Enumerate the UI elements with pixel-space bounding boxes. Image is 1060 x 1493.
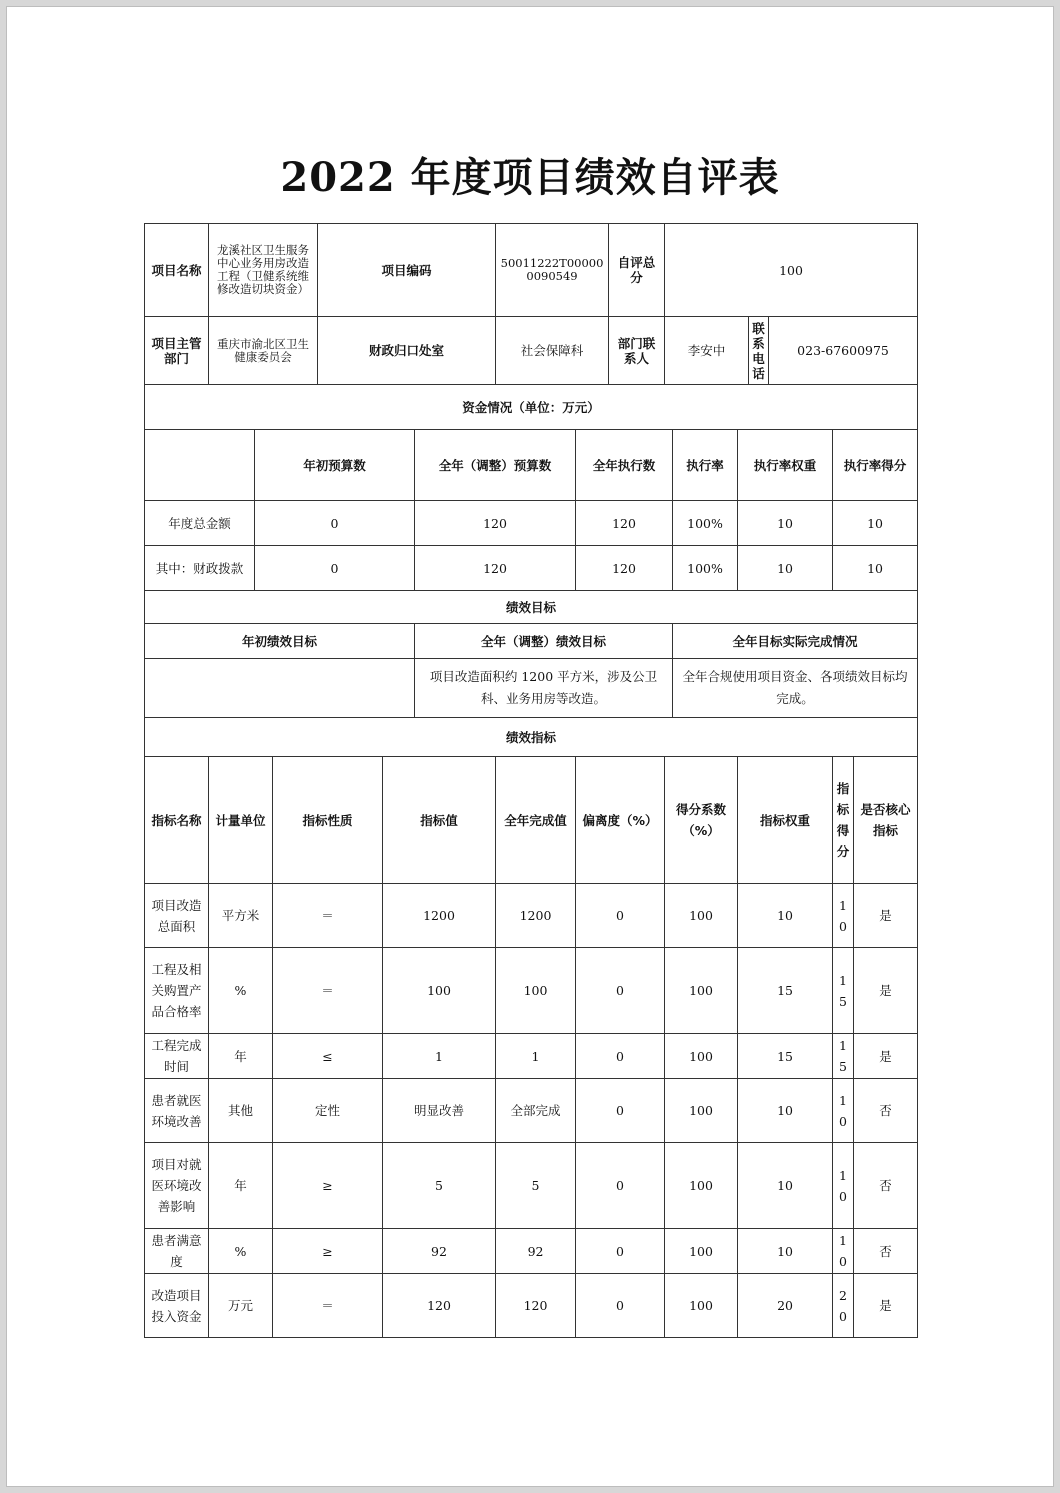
goals-col-initial: 年初绩效目标 [145,624,415,659]
ind-unit-cell: 年 [209,1034,273,1079]
project-code-label: 项目编码 [318,224,496,317]
ind-core-cell: 是 [854,1034,918,1079]
header-row-project [145,224,918,317]
funds-header-row [145,430,918,501]
indicator-row [145,1079,918,1143]
ind-score-cell: 10 [833,1079,854,1143]
ind-coefficient-cell: 100 [665,1143,738,1229]
funds-cell: 10 [738,501,833,546]
ind-col-unit: 计量单位 [209,757,273,884]
ind-unit-cell: % [209,948,273,1034]
ind-nature-cell: ＝ [273,948,383,1034]
funds-cell: 0 [255,546,415,591]
dept-value: 重庆市渝北区卫生健康委员会 [209,317,318,385]
funds-cell: 10 [833,501,918,546]
ind-deviation-cell: 0 [576,1143,665,1229]
phone-label: 联系电话 [749,317,769,385]
indicators-section-row [145,718,918,757]
ind-deviation-cell: 0 [576,884,665,948]
ind-score-cell: 15 [833,948,854,1034]
funds-row [145,501,918,546]
ind-score-cell: 10 [833,1143,854,1229]
goals-initial-value [145,659,415,718]
ind-core-cell: 否 [854,1079,918,1143]
project-code-value: 50011222T000000090549 [496,224,609,317]
self-score-label: 自评总分 [609,224,665,317]
ind-unit-cell: % [209,1229,273,1274]
ind-actual-cell: 100 [496,948,576,1034]
funds-cell: 100% [673,501,738,546]
funds-cell: 120 [576,501,673,546]
ind-col-name: 指标名称 [145,757,209,884]
ind-deviation-cell: 0 [576,1274,665,1338]
ind-target-cell: 5 [383,1143,496,1229]
funds-header-blank [145,430,255,501]
funds-col-exec-score: 执行率得分 [833,430,918,501]
funds-cell: 100% [673,546,738,591]
ind-core-cell: 是 [854,1274,918,1338]
funds-section-row [145,385,918,430]
ind-name-cell: 项目改造总面积 [145,884,209,948]
funds-row [145,546,918,591]
ind-deviation-cell: 0 [576,1034,665,1079]
funds-row-label: 其中：财政拨款 [145,546,255,591]
ind-weight-cell: 20 [738,1274,833,1338]
goals-adjusted-value: 项目改造面积约 1200 平方米，涉及公卫科、业务用房等改造。 [415,659,673,718]
ind-target-cell: 120 [383,1274,496,1338]
ind-coefficient-cell: 100 [665,884,738,948]
indicator-row [145,1229,918,1274]
ind-col-weight: 指标权重 [738,757,833,884]
goals-actual-value: 全年合规使用项目资金、各项绩效目标均完成。 [673,659,918,718]
ind-target-cell: 1200 [383,884,496,948]
funds-cell: 10 [738,546,833,591]
ind-nature-cell: ≥ [273,1143,383,1229]
ind-score-cell: 10 [833,884,854,948]
ind-name-cell: 患者满意度 [145,1229,209,1274]
ind-col-score: 指标得分 [833,757,854,884]
indicators-section-title: 绩效指标 [145,718,918,757]
dept-label: 项目主管部门 [145,317,209,385]
ind-weight-cell: 15 [738,1034,833,1079]
header-row-department [145,317,918,385]
funds-col-adjusted-budget: 全年（调整）预算数 [415,430,576,501]
ind-core-cell: 否 [854,1143,918,1229]
ind-weight-cell: 15 [738,948,833,1034]
ind-target-cell: 100 [383,948,496,1034]
ind-unit-cell: 其他 [209,1079,273,1143]
ind-name-cell: 项目对就医环境改善影响 [145,1143,209,1229]
indicator-row [145,948,918,1034]
indicator-row [145,1143,918,1229]
contact-value: 李安中 [665,317,749,385]
finance-office-label: 财政归口处室 [318,317,496,385]
ind-deviation-cell: 0 [576,948,665,1034]
ind-nature-cell: ＝ [273,884,383,948]
ind-target-cell: 92 [383,1229,496,1274]
goals-col-adjusted: 全年（调整）绩效目标 [415,624,673,659]
ind-actual-cell: 全部完成 [496,1079,576,1143]
ind-col-core: 是否核心指标 [854,757,918,884]
ind-weight-cell: 10 [738,1229,833,1274]
ind-nature-cell: ≥ [273,1229,383,1274]
ind-col-coefficient: 得分系数（%） [665,757,738,884]
project-name-value: 龙溪社区卫生服务中心业务用房改造工程（卫健系统维修改造切块资金） [209,224,318,317]
ind-nature-cell: ≤ [273,1034,383,1079]
goals-content-row [145,659,918,718]
indicator-rows [145,884,918,1338]
self-evaluation-table [144,223,918,1338]
ind-col-actual: 全年完成值 [496,757,576,884]
ind-col-deviation: 偏离度（%） [576,757,665,884]
ind-unit-cell: 年 [209,1143,273,1229]
funds-cell: 120 [415,546,576,591]
ind-score-cell: 10 [833,1229,854,1274]
ind-actual-cell: 120 [496,1274,576,1338]
funds-cell: 10 [833,546,918,591]
ind-target-cell: 明显改善 [383,1079,496,1143]
funds-cell: 0 [255,501,415,546]
ind-core-cell: 是 [854,884,918,948]
funds-cell: 120 [415,501,576,546]
self-score-value: 100 [665,224,918,317]
ind-weight-cell: 10 [738,1079,833,1143]
ind-nature-cell: 定性 [273,1079,383,1143]
ind-deviation-cell: 0 [576,1079,665,1143]
ind-actual-cell: 92 [496,1229,576,1274]
contact-label: 部门联系人 [609,317,665,385]
project-name-label: 项目名称 [145,224,209,317]
ind-target-cell: 1 [383,1034,496,1079]
ind-core-cell: 否 [854,1229,918,1274]
goals-section-title: 绩效目标 [145,591,918,624]
finance-office-value: 社会保障科 [496,317,609,385]
ind-col-nature: 指标性质 [273,757,383,884]
funds-row-label: 年度总金额 [145,501,255,546]
ind-unit-cell: 平方米 [209,884,273,948]
ind-weight-cell: 10 [738,884,833,948]
funds-section-title: 资金情况（单位：万元） [145,385,918,430]
ind-actual-cell: 1200 [496,884,576,948]
indicators-header-row [145,757,918,884]
ind-score-cell: 20 [833,1274,854,1338]
ind-actual-cell: 5 [496,1143,576,1229]
ind-coefficient-cell: 100 [665,1274,738,1338]
ind-actual-cell: 1 [496,1034,576,1079]
ind-coefficient-cell: 100 [665,948,738,1034]
ind-nature-cell: ＝ [273,1274,383,1338]
funds-col-initial-budget: 年初预算数 [255,430,415,501]
page-title: 2022 年度项目绩效自评表 [280,154,780,201]
indicator-row [145,1274,918,1338]
ind-unit-cell: 万元 [209,1274,273,1338]
goals-section-row [145,591,918,624]
ind-score-cell: 15 [833,1034,854,1079]
funds-col-exec-weight: 执行率权重 [738,430,833,501]
ind-core-cell: 是 [854,948,918,1034]
ind-weight-cell: 10 [738,1143,833,1229]
ind-name-cell: 工程完成时间 [145,1034,209,1079]
ind-coefficient-cell: 100 [665,1229,738,1274]
ind-coefficient-cell: 100 [665,1079,738,1143]
ind-coefficient-cell: 100 [665,1034,738,1079]
goals-header-row [145,624,918,659]
phone-value: 023-67600975 [769,317,918,385]
funds-cell: 120 [576,546,673,591]
goals-col-actual: 全年目标实际完成情况 [673,624,918,659]
ind-deviation-cell: 0 [576,1229,665,1274]
indicator-row [145,1034,918,1079]
ind-name-cell: 改造项目投入资金 [145,1274,209,1338]
ind-name-cell: 患者就医环境改善 [145,1079,209,1143]
indicator-row [145,884,918,948]
funds-col-exec-rate: 执行率 [673,430,738,501]
ind-name-cell: 工程及相关购置产品合格率 [145,948,209,1034]
ind-col-target: 指标值 [383,757,496,884]
funds-col-executed: 全年执行数 [576,430,673,501]
